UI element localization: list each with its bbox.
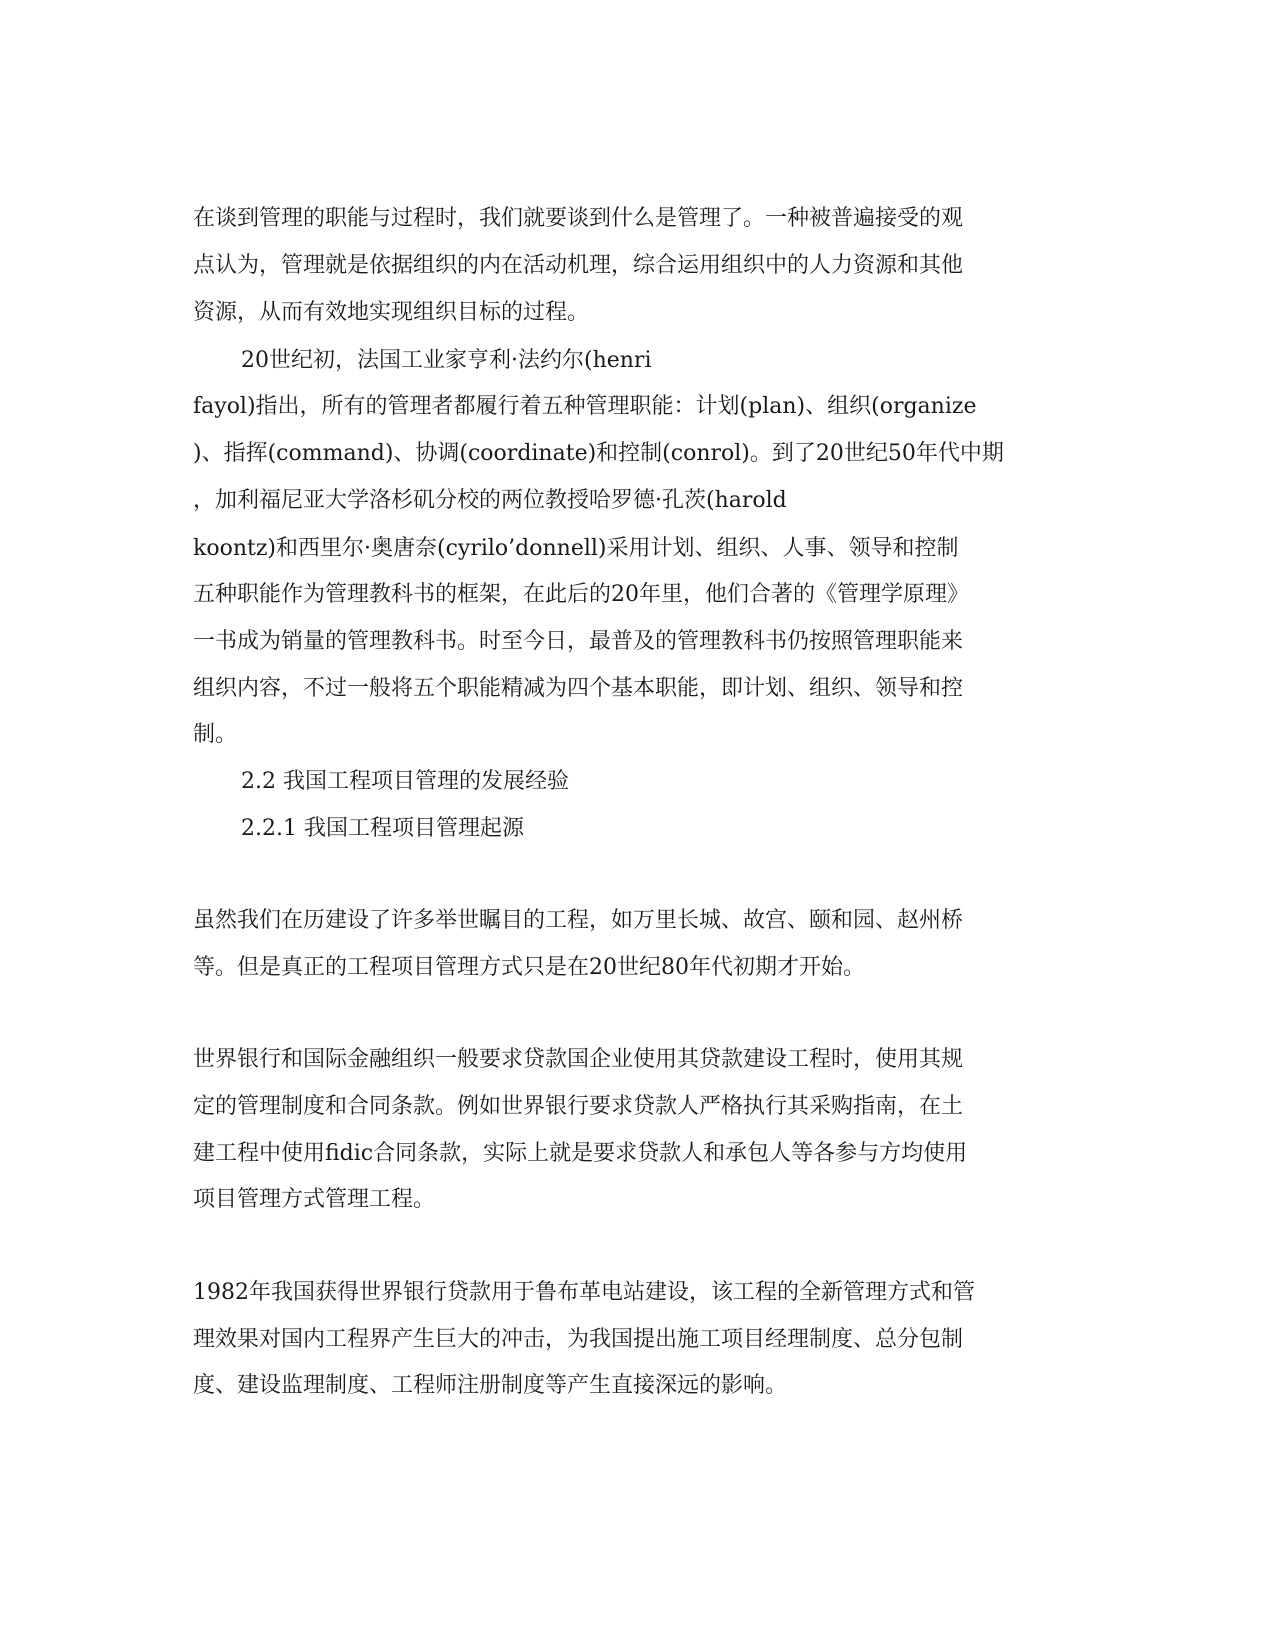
paragraph-line: 建工程中使用fidic合同条款，实际上就是要求贷款人和承包人等各参与方均使用 (193, 1141, 968, 1166)
paragraph-line: 度、建设监理制度、工程师注册制度等产生直接深远的影响。 (193, 1373, 788, 1398)
paragraph-line: 虽然我们在历建设了许多举世瞩目的工程，如万里长城、故宫、颐和园、赵州桥 (193, 908, 964, 933)
paragraph-line: koontz)和西里尔·奥唐奈(cyrilo’donnell)采用计划、组织、人事、领导和控制 (193, 536, 959, 561)
paragraph-line: 一书成为销量的管理教科书。时至今日，最普及的管理教科书仍按照管理职能来 (193, 629, 964, 654)
section-heading: 2.2 我国工程项目管理的发展经验 (241, 769, 569, 794)
subsection-heading: 2.2.1 我国工程项目管理起源 (241, 816, 524, 841)
paragraph-line: 定的管理制度和合同条款。例如世界银行要求贷款人严格执行其采购指南，在土 (193, 1094, 964, 1119)
paragraph-line: 点认为，管理就是依据组织的内在活动机理，综合运用组织中的人力资源和其他 (193, 253, 964, 278)
paragraph-line: 1982年我国获得世界银行贷款用于鲁布革电站建设，该工程的全新管理方式和管 (193, 1280, 975, 1305)
paragraph-line: ，加利福尼亚大学洛杉矶分校的两位教授哈罗德·孔茨(harold (193, 488, 787, 513)
paragraph-line: 等。但是真正的工程项目管理方式只是在20世纪80年代初期才开始。 (193, 955, 865, 980)
paragraph-line: 世界银行和国际金融组织一般要求贷款国企业使用其贷款建设工程时，使用其规 (193, 1047, 964, 1072)
paragraph-line: fayol)指出，所有的管理者都履行着五种管理职能：计划(plan)、组织(organize (193, 394, 977, 419)
paragraph-line: 理效果对国内工程界产生巨大的冲击，为我国提出施工项目经理制度、总分包制 (193, 1327, 964, 1352)
paragraph-line: 五种职能作为管理教科书的框架，在此后的20年里，他们合著的《管理学原理》 (193, 582, 969, 607)
paragraph-line: 组织内容，不过一般将五个职能精减为四个基本职能，即计划、组织、领导和控 (193, 676, 964, 701)
paragraph-line: 资源，从而有效地实现组织目标的过程。 (193, 300, 590, 325)
paragraph-line: 20世纪初，法国工业家亨利·法约尔(henri (241, 348, 652, 373)
paragraph-line: 在谈到管理的职能与过程时，我们就要谈到什么是管理了。一种被普遍接受的观 (193, 206, 964, 231)
paragraph-line: 制。 (193, 722, 238, 747)
paragraph-line: )、指挥(command)、协调(coordinate)和控制(conrol)。到了20世纪50年代中期 (193, 441, 1004, 466)
paragraph-line: 项目管理方式管理工程。 (193, 1187, 436, 1212)
